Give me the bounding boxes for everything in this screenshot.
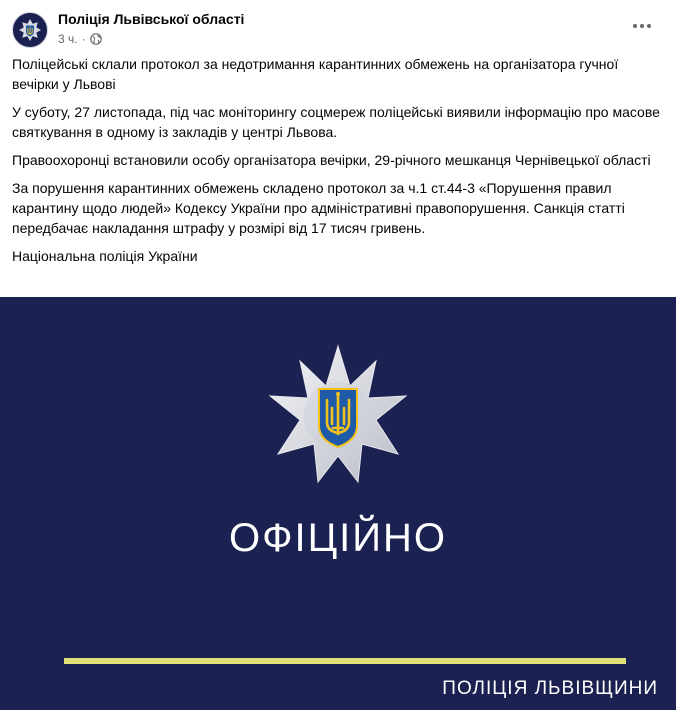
- post-timestamp[interactable]: 3 ч.: [58, 32, 78, 46]
- more-options-icon[interactable]: [624, 12, 660, 40]
- post-image[interactable]: [0, 297, 676, 710]
- banner-title: ОФІЦІЙНО: [228, 516, 448, 560]
- post-header: [0, 0, 676, 56]
- accent-divider: [64, 658, 626, 664]
- post-paragraph: Поліцейські склали протокол за недотримання карантинних обмежень на організатора гучної вечірки у Львові: [12, 56, 619, 92]
- meta-separator: ·: [81, 32, 86, 46]
- banner-footer: ПОЛІЦІЯ ЛЬВІВЩИНИ: [442, 678, 658, 699]
- post-text: [12, 54, 662, 274]
- post-paragraph: За порушення карантинних обмежень складено протокол за ч.1 ст.44-3 «Порушення правил карантину щодо людей» Кодексу України про адміністративні правопорушення. Санкція статті передбачає накладання штрафу у розмірі від 17 тисяч гривень.: [12, 180, 625, 236]
- globe-icon[interactable]: [90, 33, 102, 45]
- page-avatar[interactable]: [12, 12, 48, 48]
- post-meta: [58, 31, 102, 47]
- police-star-emblem-icon: [266, 344, 410, 488]
- page-name-link[interactable]: Поліція Львівської області: [58, 11, 245, 27]
- post-paragraph: Правоохоронці встановили особу організатора вечірки, 29-річного мешканця Чернівецької області: [12, 152, 651, 168]
- police-avatar-emblem-icon: [13, 13, 47, 47]
- post-paragraph: У суботу, 27 листопада, під час моніторингу соцмереж поліцейські виявили інформацію про масове святкування в одному із закладів у центрі Львова.: [12, 104, 660, 140]
- post-paragraph: Національна поліція України: [12, 248, 198, 264]
